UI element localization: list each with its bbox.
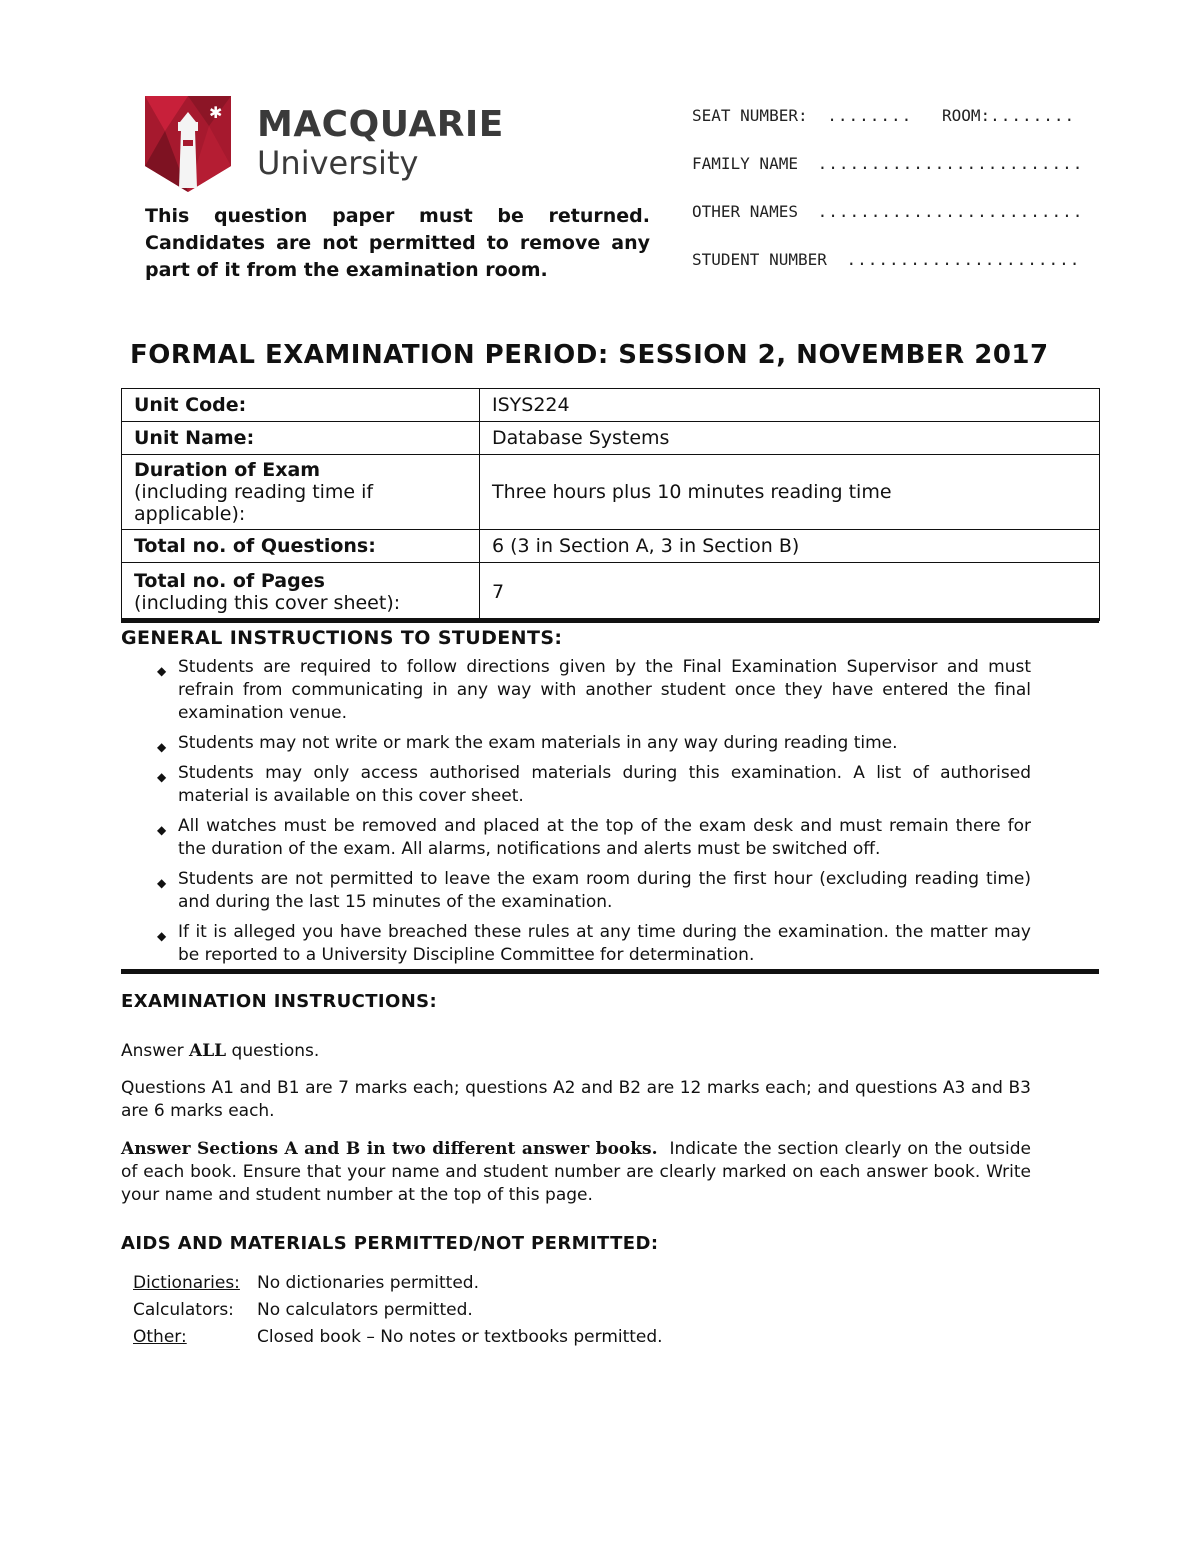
seat-number-field[interactable]: ........ [827, 106, 913, 125]
calculators-label: Calculators: [133, 1300, 234, 1320]
duration-sublabel: (including reading time if applicable): [134, 481, 374, 525]
unit-code-label-cell [122, 389, 480, 422]
divider [121, 618, 1099, 623]
unit-name-value: Database Systems [480, 422, 1100, 455]
logo-wordmark-macquarie: MACQUARIE [257, 104, 504, 145]
questions-value: 6 (3 in Section A, 3 in Section B) [480, 530, 1100, 563]
marks-paragraph: Questions A1 and B1 are 7 marks each; questions A2 and B2 are 12 marks each; and questions A3 and B3 are 6 marks each. [121, 1078, 1031, 1121]
other-names-row [692, 202, 1102, 250]
answer-all-emphasis: ALL [189, 1041, 227, 1061]
instruction-text: Students are required to follow directions given by the Final Examination Supervisor and must refrain from communicating in any way with another student once they have entered the final examination venue. [178, 657, 1031, 723]
general-instructions-list [121, 656, 1031, 974]
answer-pre-text: Answer [121, 1041, 184, 1061]
aids-list [133, 1273, 663, 1354]
bullet-icon: ◆ [157, 664, 167, 678]
list-item [121, 868, 1031, 914]
pages-label-cell [122, 563, 480, 621]
dictionaries-value: No dictionaries permitted. [257, 1273, 480, 1293]
answer-books-text: Indicate the section clearly on the outside of each book. Ensure that your name and student number are clearly marked on each answer book. Write your name and student number at the top of this page. [121, 1139, 1031, 1205]
duration-label-cell [122, 455, 480, 530]
instruction-text: Students are not permitted to leave the exam room during the first hour (excluding reading time) and during the last 15 minutes of the examination. [178, 869, 1031, 912]
aids-row-other [133, 1327, 663, 1354]
divider [121, 969, 1099, 974]
pages-sublabel: (including this cover sheet): [134, 591, 401, 614]
unit-code-label: Unit Code: [134, 394, 247, 416]
list-item [121, 762, 1031, 808]
other-names-label: OTHER NAMES [692, 202, 798, 221]
aids-row-calculators [133, 1300, 663, 1327]
questions-label: Total no. of Questions: [134, 535, 376, 557]
university-logo [145, 96, 504, 196]
student-number-field[interactable]: ...................... [846, 250, 1081, 269]
candidate-details [692, 106, 1102, 298]
instruction-text: Students may not write or mark the exam materials in any way during reading time. [178, 733, 898, 753]
answer-all-paragraph [121, 1040, 1031, 1063]
dictionaries-label: Dictionaries: [133, 1273, 240, 1293]
answer-books-paragraph [121, 1138, 1031, 1207]
table-row [122, 530, 1100, 563]
room-field[interactable]: ........ [990, 106, 1076, 125]
family-name-field[interactable]: ......................... [817, 154, 1084, 173]
bullet-icon: ◆ [157, 823, 167, 837]
instruction-text: If it is alleged you have breached these rules at any time during the examination. the matter may be reported to a University Discipline Committee for determination. [178, 922, 1031, 965]
examination-instructions-heading: EXAMINATION INSTRUCTIONS: [121, 991, 438, 1012]
instruction-text: Students may only access authorised materials during this examination. A list of authorised material is available on this cover sheet. [178, 763, 1031, 806]
seat-room-row [692, 106, 1102, 154]
bullet-icon: ◆ [157, 740, 167, 754]
bullet-icon: ◆ [157, 876, 167, 890]
svg-text:✱: ✱ [209, 103, 223, 122]
calculators-value: No calculators permitted. [257, 1300, 473, 1320]
table-row [122, 563, 1100, 621]
list-item [121, 815, 1031, 861]
pages-label: Total no. of Pages [134, 569, 325, 592]
unit-name-label-cell [122, 422, 480, 455]
unit-code-value: ISYS224 [480, 389, 1100, 422]
duration-value: Three hours plus 10 minutes reading time [480, 455, 1100, 530]
return-note: This question paper must be returned. Candidates are not permitted to remove any part of it from the examination room. [145, 205, 650, 281]
unit-name-label: Unit Name: [134, 427, 255, 449]
answer-books-emphasis: Answer Sections A and B in two different answer books. [121, 1139, 658, 1159]
bullet-icon: ◆ [157, 929, 167, 943]
logo-wordmark-university: University [257, 144, 419, 182]
general-instructions-heading: GENERAL INSTRUCTIONS TO STUDENTS: [121, 627, 563, 649]
list-item [121, 732, 1031, 755]
student-number-label: STUDENT NUMBER [692, 250, 827, 269]
seat-number-label: SEAT NUMBER: [692, 106, 808, 125]
list-item [121, 656, 1031, 725]
other-label: Other: [133, 1327, 187, 1347]
list-item [121, 921, 1031, 967]
duration-label: Duration of Exam [134, 459, 321, 481]
lighthouse-shield-icon [145, 96, 235, 194]
other-value: Closed book – No notes or textbooks permitted. [257, 1327, 663, 1347]
answer-post-text: questions. [231, 1041, 320, 1061]
pages-value: 7 [480, 563, 1100, 621]
bullet-icon: ◆ [157, 770, 167, 784]
exam-info-table [121, 388, 1100, 621]
student-number-row [692, 250, 1102, 298]
table-row [122, 422, 1100, 455]
table-row [122, 389, 1100, 422]
table-row [122, 455, 1100, 530]
other-names-field[interactable]: ......................... [817, 202, 1084, 221]
questions-label-cell [122, 530, 480, 563]
page-title: FORMAL EXAMINATION PERIOD: SESSION 2, NOVEMBER 2017 [130, 340, 1049, 370]
instruction-text: All watches must be removed and placed at the top of the exam desk and must remain there for the duration of the exam. All alarms, notifications and alerts must be switched off. [178, 816, 1031, 859]
family-name-label: FAMILY NAME [692, 154, 798, 173]
aids-heading: AIDS AND MATERIALS PERMITTED/NOT PERMITTED: [121, 1233, 659, 1254]
aids-row-dictionaries [133, 1273, 663, 1300]
family-name-row [692, 154, 1102, 202]
room-label: ROOM: [941, 106, 991, 125]
